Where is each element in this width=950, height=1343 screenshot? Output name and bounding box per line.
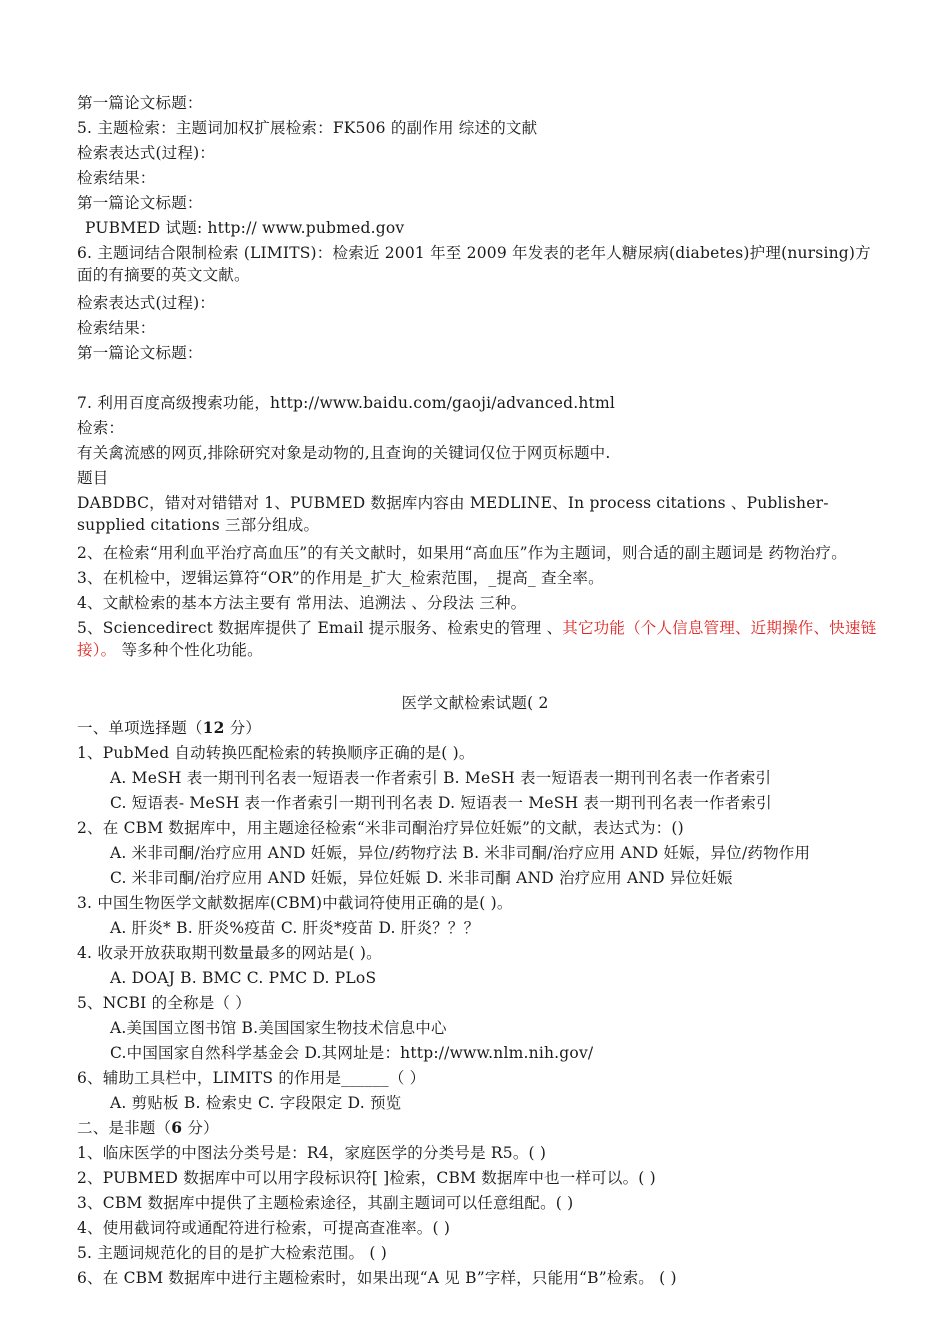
text-paragraph: DABDBC，错对对错错对 1、PUBMED 数据库内容由 MEDLINE、In process citations 、Publisher-supplied citations 三部分组成。 — [77, 494, 829, 534]
text-line: 检索表达式(过程)： — [77, 294, 216, 312]
question: 5、NCBI 的全称是（ ） — [77, 994, 251, 1012]
text-segment: 等多种个性化功能。 — [116, 641, 263, 659]
text-line: 7. 利用百度高级搜索功能，http://www.baidu.com/gaoji/advanced.html — [77, 394, 616, 412]
text-line: 检索： — [77, 419, 125, 437]
text-line: 有关禽流感的网页,排除研究对象是动物的,且查询的关键词仅位于网页标题中. — [77, 444, 611, 462]
section-heading: 一、单项选择题（12 分） — [77, 718, 262, 737]
highlight-text: 其它功能（个人信息管理、近期操作、快速链接）。 — [77, 619, 877, 659]
text-line: PUBMED 试题: http:// www.pubmed.gov — [85, 219, 405, 237]
text-segment: 5、Sciencedirect 数据库提供了 Email 提示服务、检索史的管理 、 — [77, 619, 563, 637]
question: 2、在 CBM 数据库中，用主题途径检索“米非司酮治疗异位妊娠”的文献，表达式为：() — [77, 819, 684, 837]
section-heading: 二、是非题（6 分） — [77, 1118, 219, 1137]
text-line: 检索结果： — [77, 169, 156, 187]
question: 5. 主题词规范化的目的是扩大检索范围。 ( ) — [77, 1244, 387, 1262]
question: 6、辅助工具栏中，LIMITS 的作用是______（ ） — [77, 1069, 426, 1087]
text-line: 题目 — [77, 469, 109, 487]
text-line: 检索表达式(过程)： — [77, 144, 216, 162]
text-line: 3、在机检中，逻辑运算符“OR”的作用是_扩大_检索范围，_提高_ 查全率。 — [77, 569, 604, 587]
section-title: 医学文献检索试题( 2 — [401, 694, 549, 712]
text-line: 第一篇论文标题： — [77, 194, 203, 212]
option-line: A. 米非司酮/治疗应用 AND 妊娠，异位/药物疗法 B. 米非司酮/治疗应用 AND 妊娠，异位/药物作用 — [110, 844, 811, 862]
text-paragraph: 6. 主题词结合限制检索 (LIMITS)：检索近 2001 年至 2009 年发表的老年人糖尿病(diabetes)护理(nursing)方面的有摘要的英文文献。 — [77, 244, 871, 284]
question: 4、使用截词符或通配符进行检索，可提高查准率。( ) — [77, 1219, 451, 1237]
text-line: 2、在检索“用利血平治疗高血压”的有关文献时，如果用“高血压”作为主题词，则合适的副主题词是 药物治疗。 — [77, 544, 847, 562]
option-line: C. 短语表- MeSH 表一作者索引一期刊刊名表 D. 短语表一 MeSH 表一期刊刊名表一作者索引 — [110, 794, 772, 812]
question: 1、PubMed 自动转换匹配检索的转换顺序正确的是( )。 — [77, 744, 475, 762]
option-line: A. 剪贴板 B. 检索史 C. 字段限定 D. 预览 — [110, 1094, 402, 1112]
option-line: A. MeSH 表一期刊刊名表一短语表一作者索引 B. MeSH 表一短语表一期刊刊名表一作者索引 — [110, 769, 772, 787]
question: 6、在 CBM 数据库中进行主题检索时，如果出现“A 见 B”字样，只能用“B”检索。 ( ) — [77, 1269, 677, 1287]
text-line: 第一篇论文标题： — [77, 94, 203, 112]
text-paragraph — [77, 617, 882, 661]
text-line: 5. 主题检索：主题词加权扩展检索：FK506 的副作用 综述的文献 — [77, 119, 538, 137]
text-line: 检索结果： — [77, 319, 156, 337]
option-line: A. DOAJ B. BMC C. PMC D. PLoS — [110, 969, 377, 987]
text-line: 4、文献检索的基本方法主要有 常用法、追溯法 、分段法 三种。 — [77, 594, 527, 612]
option-line: A. 肝炎* B. 肝炎%疫苗 C. 肝炎*疫苗 D. 肝炎？？？ — [110, 919, 480, 937]
option-line: A.美国国立图书馆 B.美国国家生物技术信息中心 — [110, 1019, 447, 1037]
option-line: C. 米非司酮/治疗应用 AND 妊娠，异位妊娠 D. 米非司酮 AND 治疗应用 AND 异位妊娠 — [110, 869, 733, 887]
question: 3. 中国生物医学文献数据库(CBM)中截词符使用正确的是( )。 — [77, 894, 513, 912]
option-line: C.中国国家自然科学基金会 D.其网址是：http://www.nlm.nih.gov/ — [110, 1044, 594, 1062]
question: 3、CBM 数据库中提供了主题检索途径，其副主题词可以任意组配。( ) — [77, 1194, 574, 1212]
question: 4. 收录开放获取期刊数量最多的网站是( )。 — [77, 944, 382, 962]
question: 1、临床医学的中图法分类号是：R4，家庭医学的分类号是 R5。( ) — [77, 1144, 547, 1162]
text-line: 第一篇论文标题： — [77, 344, 203, 362]
question: 2、PUBMED 数据库中可以用字段标识符[ ]检索，CBM 数据库中也一样可以。( ) — [77, 1169, 656, 1187]
